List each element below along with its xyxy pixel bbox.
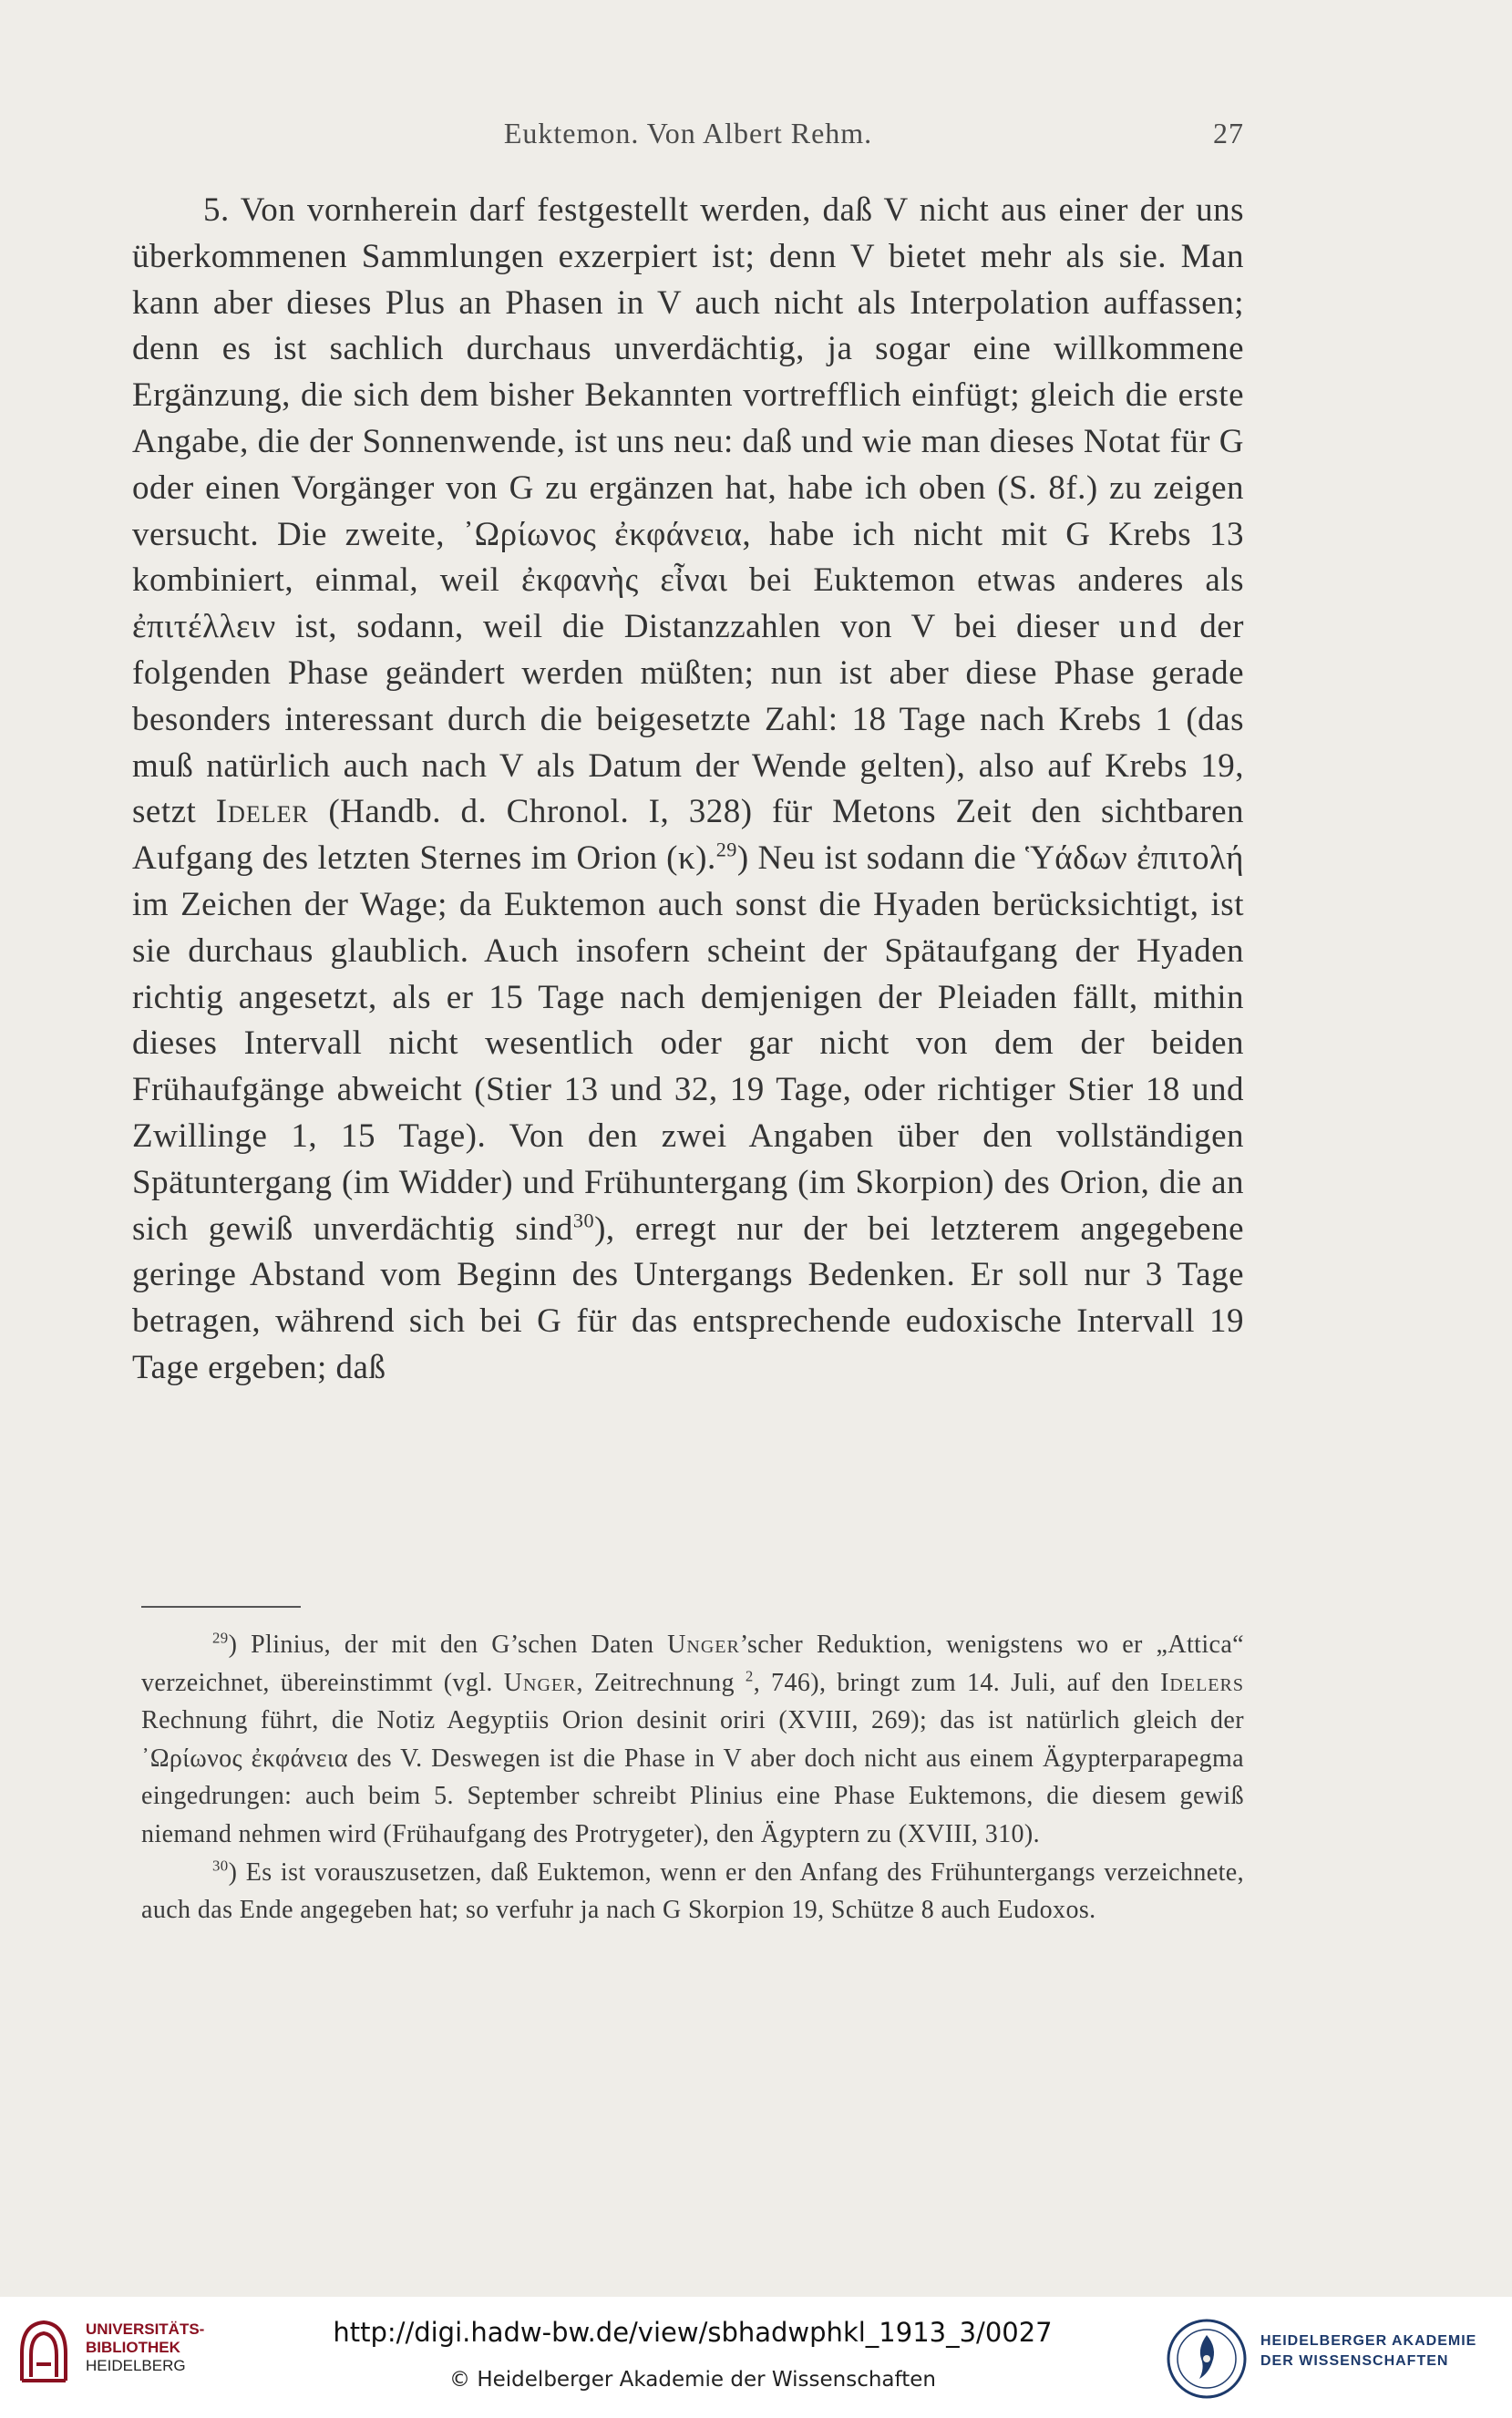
university-library-logo-icon <box>16 2317 71 2386</box>
academy-line-2: DER WISSENSCHAFTEN <box>1260 2353 1449 2369</box>
footnote-text: ’scher Reduktion, wenigstens wo er „Attica“ verzeichnet, übereinstimmt (vgl. <box>141 1631 1244 1697</box>
running-title: Euktemon. Von Albert Rehm. <box>503 117 873 149</box>
paragraph-5 <box>132 188 1244 1392</box>
footnote-text: Rechnung führt, die Notiz Aegyptiis Orion desinit oriri (XVIII, 269); das ist natürlich gleich der ᾿Ωρίωνος ἐκφάνεια des V. Deswegen ist die Phase in V aber doch nicht aus einem Ägypterparapegma eingedrungen: auch beim 5. September schreibt Plinius eine Phase Euktemons, die diesem gewiß niemand nehmen wird (Frühaufgang des Protrygeter), den Ägyptern zu (XVIII, 310). <box>141 1706 1244 1848</box>
author-name-smallcaps: Unger <box>667 1631 740 1659</box>
footnote-text: ) Plinius, der mit den G’schen Daten <box>228 1631 668 1659</box>
copyright-notice: © Heidelberger Akademie der Wissenschaften <box>449 2368 936 2392</box>
footnote-text: , Zeitrechnung <box>576 1668 746 1697</box>
footnote-30 <box>141 1854 1244 1929</box>
text-segment: ), erregt nur der bei letzterem angegebene geringe Abstand vom Beginn des Untergangs Bedenken. Er soll nur 3 Tage betragen, während sich bei G für das entsprechende eudoxische Intervall 19 Tage ergeben; daß <box>132 1209 1244 1386</box>
footnotes <box>141 1626 1244 1929</box>
text-segment: (Handb. d. Chronol. I, 328) für Metons Zeit den sichtbaren Aufgang des letzten Sternes im Orion (κ). <box>132 793 1244 878</box>
viewer-footer <box>0 2297 1512 2418</box>
footnote-ref-29[interactable]: 29 <box>715 838 737 861</box>
author-name-smallcaps: Unger <box>503 1668 577 1697</box>
page-number: 27 <box>1213 117 1244 149</box>
academy-seal-icon <box>1165 2317 1249 2401</box>
permalink[interactable]: http://digi.hadw-bw.de/view/sbhadwphkl_1913_3/0027 <box>333 2317 1053 2348</box>
spaced-word: und <box>1118 608 1181 646</box>
author-name-smallcaps: Idelers <box>1160 1668 1244 1697</box>
text-segment: der folgenden Phase geändert werden müßten; nun ist aber diese Phase gerade besonders interessant durch die beigesetzte Zahl: 18 Tage nach Krebs 1 (das muß natürlich auch nach V als Datum der Wende gelten), also auf Krebs 19, setzt <box>132 608 1244 831</box>
footnote-text: ) Es ist vorauszusetzen, daß Euktemon, wenn er den Anfang des Frühuntergangs verzeichnete, auch das Ende angegeben hat; so verfuhr ja nach G Skorpion 19, Schütze 8 auch Eudoxos. <box>141 1857 1244 1925</box>
footnote-29 <box>141 1626 1244 1854</box>
academy-name <box>1260 2331 1476 2372</box>
running-header <box>132 117 1244 157</box>
university-library-name <box>86 2320 204 2375</box>
footnote-divider <box>141 1606 301 1608</box>
footnote-mark: 30 <box>212 1857 229 1875</box>
library-line-3: HEIDELBERG <box>86 2357 186 2374</box>
edition-superscript: 2 <box>745 1667 754 1685</box>
footnote-ref-30[interactable]: 30 <box>572 1209 595 1232</box>
footnote-text: , 746), bringt zum 14. Juli, auf den <box>753 1668 1161 1697</box>
academy-line-1: HEIDELBERGER AKADEMIE <box>1260 2333 1477 2349</box>
author-name-smallcaps: Ideler <box>215 793 309 831</box>
library-line-1: UNIVERSITÄTS- <box>86 2320 205 2338</box>
text-segment: 5. Von vornherein darf festgestellt werden, daß V nicht aus einer der uns überkommenen Sammlungen exzerpiert ist; denn V bietet mehr als sie. Man kann aber dieses Plus an Phasen in V auch nicht als Interpolation auffassen; denn es ist sachlich durchaus unverdächtig, ja sogar eine willkommene Ergänzung, die sich dem bisher Bekannten vortrefflich einfügt; gleich die erste Angabe, die der Sonnenwende, ist uns neu: daß und wie man dieses Notat für G oder einen Vorgänger von G zu ergänzen hat, habe ich oben (S. 8f.) zu zeigen versucht. Die zweite, ᾿Ωρίωνος ἐκφάνεια, habe ich nicht mit G Krebs 13 kombiniert, einmal, weil ἐκφανὴς εἶναι bei Euktemon etwas anderes als ἐπιτέλλειν ist, sodann, weil die Distanzzahlen von V bei dieser <box>132 191 1244 646</box>
main-text <box>132 188 1244 1392</box>
library-line-2: BIBLIOTHEK <box>86 2339 180 2356</box>
footnote-mark: 29 <box>212 1629 229 1647</box>
text-segment: ) Neu ist sodann die Ὑάδων ἐπιτολή im Zeichen der Wage; da Euktemon auch sonst die Hyaden berücksichtigt, ist sie durchaus glaublich. Auch insofern scheint der Spätaufgang der Hyaden richtig angesetzt, als er 15 Tage nach demjenigen der Pleiaden fällt, mithin dieses Intervall nicht wesentlich oder gar nicht von dem der beiden Frühaufgänge abweicht (Stier 13 und 32, 19 Tage, oder richtiger Stier 18 und Zwillinge 1, 15 Tage). Von den zwei Angaben über den vollständigen Spätuntergang (im Widder) und Frühuntergang (im Skorpion) des Orion, die an sich gewiß unverdächtig sind <box>132 839 1245 1248</box>
